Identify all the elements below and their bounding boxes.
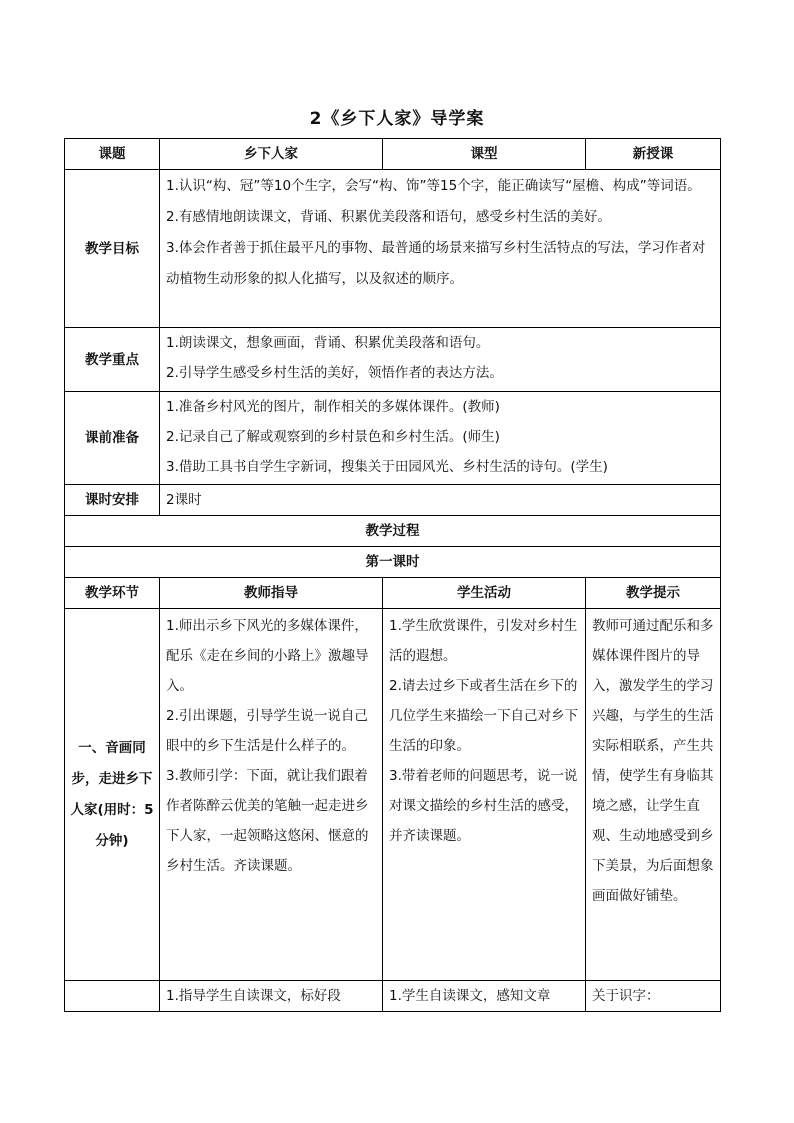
goals-content: [160, 170, 721, 328]
schedule-row: [65, 485, 721, 516]
prep-content: [160, 392, 721, 485]
lesson-type-label: 课型: [383, 139, 586, 170]
teacher-step: 3.教师引学：下面，就让我们跟着作者陈醉云优美的笔触一起走进乡下人家，一起领略这悠闲、惬意的乡村生活。齐读课题。: [166, 768, 369, 874]
schedule-value: 2课时: [160, 485, 721, 516]
prep-item: 1.准备乡村风光的图片，制作相关的多媒体课件。(教师): [166, 399, 500, 415]
focus-content: [160, 328, 721, 392]
goals-label: 教学目标: [65, 170, 160, 328]
focus-label: 教学重点: [65, 328, 160, 392]
col-teacher-header: 教师指导: [160, 578, 383, 609]
focus-item: 2.引导学生感受乡村生活的美好，领悟作者的表达方法。: [166, 365, 503, 381]
col-tip-header: 教学提示: [586, 578, 721, 609]
col-stage-header: 教学环节: [65, 578, 160, 609]
topic-value: 乡下人家: [160, 139, 383, 170]
stage1-student: [383, 609, 586, 981]
lesson-title-row: [65, 547, 721, 578]
header-row: [65, 139, 721, 170]
stage2-name: [65, 981, 160, 1012]
prep-row: [65, 392, 721, 485]
stage2-row: [65, 981, 721, 1012]
student-step: 2.请去过乡下或者生活在乡下的几位学生来描绘一下自己对乡下生活的印象。: [389, 678, 578, 754]
stage1-tip: 教师可通过配乐和多媒体课件图片的导入，激发学生的学习兴趣，与学生的生活实际相联系，产生共情，使学生有身临其境之感，让学生直观、生动地感受到乡下美景，为后面想象画面做好铺垫。: [586, 609, 721, 981]
stage2-tip: 关于识字：: [586, 981, 721, 1012]
lesson-plan-table: [64, 138, 721, 1012]
topic-label: 课题: [65, 139, 160, 170]
goal-item: 3.体会作者善于抓住最平凡的事物、最普通的场景来描写乡村生活特点的写法，学习作者对动植物生动形象的拟人化描写，以及叙述的顺序。: [166, 240, 706, 287]
goal-item: 1.认识“构、冠”等10个生字，会写“构、饰”等15个字，能正确读写“屋檐、构成”等词语。: [166, 178, 701, 194]
focus-row: [65, 328, 721, 392]
lesson-type-value: 新授课: [586, 139, 721, 170]
column-header-row: [65, 578, 721, 609]
goal-item: 2.有感情地朗读课文，背诵、积累优美段落和语句，感受乡村生活的美好。: [166, 209, 611, 225]
lesson-title: 第一课时: [65, 547, 721, 578]
page-title: 2《乡下人家》导学案: [309, 109, 485, 129]
teacher-step: 2.引出课题，引导学生说一说自己眼中的乡下生活是什么样子的。: [166, 708, 368, 754]
prep-item: 2.记录自己了解或观察到的乡村景色和乡村生活。(师生): [166, 429, 500, 445]
goals-row: [65, 170, 721, 328]
schedule-label: 课时安排: [65, 485, 160, 516]
focus-item: 1.朗读课文，想象画面，背诵、积累优美段落和语句。: [166, 335, 490, 351]
stage1-row: [65, 609, 721, 981]
teacher-step: 1.师出示乡下风光的多媒体课件，配乐《走在乡间的小路上》激趣导入。: [166, 618, 369, 694]
process-title: 教学过程: [65, 516, 721, 547]
col-student-header: 学生活动: [383, 578, 586, 609]
process-title-row: [65, 516, 721, 547]
stage2-teacher: 1.指导学生自读课文，标好段: [160, 981, 383, 1012]
prep-label: 课前准备: [65, 392, 160, 485]
prep-item: 3.借助工具书自学生字新词，搜集关于田园风光、乡村生活的诗句。(学生): [166, 459, 608, 475]
stage1-name: 一、音画同步，走进乡下人家(用时：5分钟): [65, 609, 160, 981]
student-step: 3.带着老师的问题思考，说一说对课文描绘的乡村生活的感受，并齐读课题。: [389, 768, 578, 844]
student-step: 1.学生欣赏课件，引发对乡村生活的遐想。: [389, 618, 578, 664]
stage1-teacher: [160, 609, 383, 981]
stage2-student: 1.学生自读课文，感知文章: [383, 981, 586, 1012]
